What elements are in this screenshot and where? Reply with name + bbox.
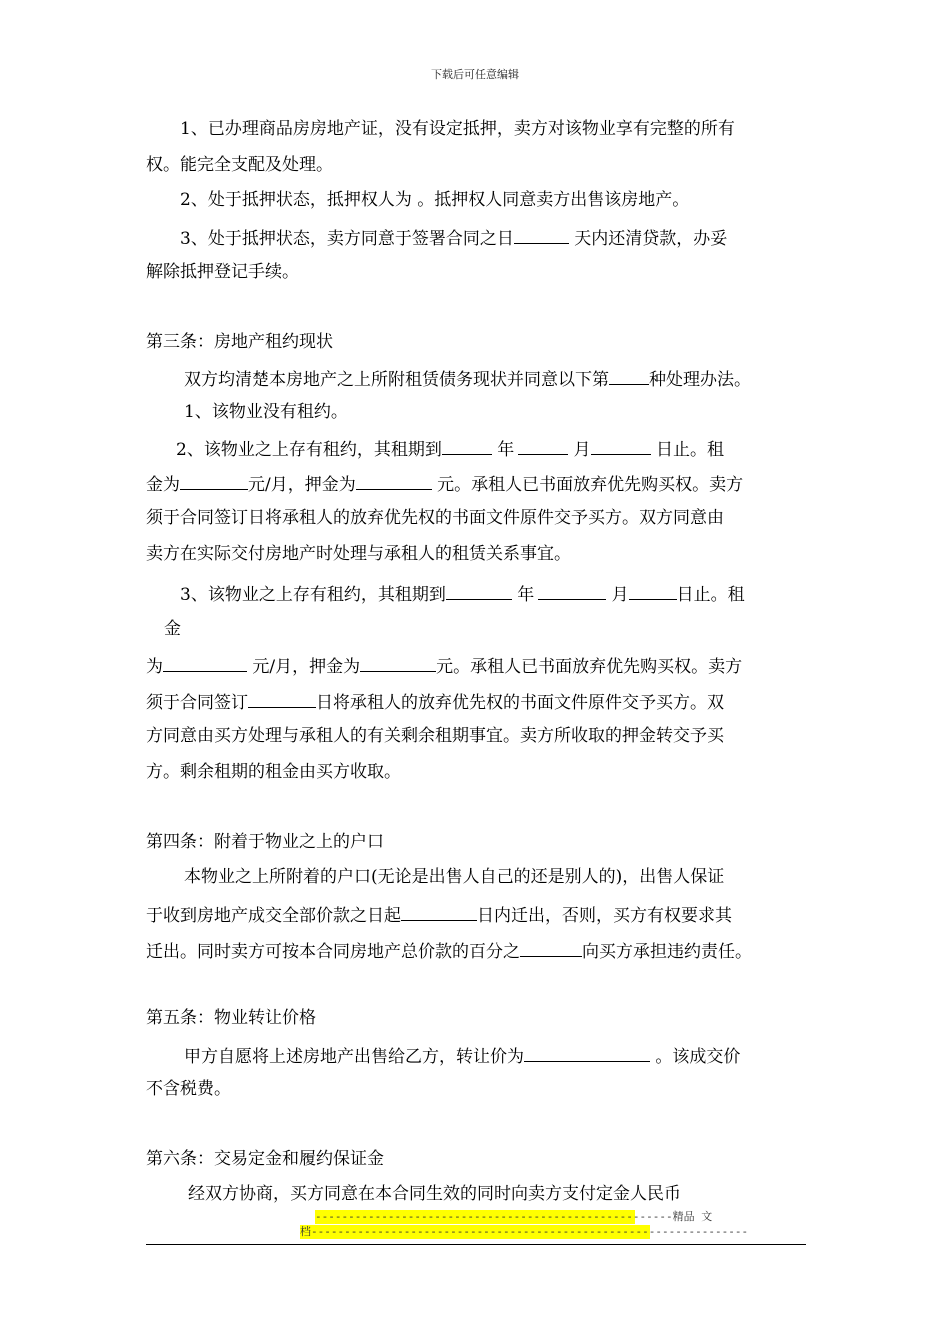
text-line: 1、该物业没有租约。 — [184, 402, 348, 422]
section-title: 第三条：房地产租约现状 — [146, 332, 333, 352]
text-line: 经双方协商，买方同意在本合同生效的同时向卖方支付定金人民币 — [188, 1184, 681, 1204]
text-segment: 须于合同签订 — [146, 693, 248, 713]
text-line — [146, 689, 724, 714]
section-title: 第五条：物业转让价格 — [146, 1008, 316, 1028]
blank-days — [514, 225, 569, 244]
text-line — [146, 653, 742, 678]
text-line — [184, 1043, 740, 1068]
text-line: 卖方在实际交付房地产时处理与承租人的租赁关系事宜。 — [146, 544, 571, 564]
text-segment: 天内还清贷款，办妥 — [568, 229, 728, 249]
blank-year — [446, 581, 512, 600]
blank-rent — [180, 471, 248, 490]
blank-percent — [520, 938, 582, 957]
text-line: 金 — [164, 619, 181, 639]
text-segment: 种处理办法。 — [649, 370, 751, 390]
blank-date — [248, 689, 316, 708]
text-segment: 月 — [606, 585, 629, 605]
text-segment: 元。承租人已书面放弃优先购买权。卖方 — [436, 657, 743, 677]
text-line: 权。能完全支配及处理。 — [146, 155, 333, 175]
text-segment: 3、该物业之上存有租约，其租期到 — [180, 585, 446, 605]
text-segment: 向买方承担违约责任。 — [582, 942, 752, 962]
text-segment: 3、处于抵押状态，卖方同意于签署合同之日 — [180, 229, 514, 249]
text-segment: 迁出。同时卖方可按本合同房地产总价款的百分之 — [146, 942, 520, 962]
text-line — [180, 225, 727, 250]
text-line — [146, 471, 743, 496]
blank-rent — [163, 653, 247, 672]
text-line: 2、处于抵押状态，抵押权人为 。抵押权人同意卖方出售该房地产。 — [180, 190, 690, 210]
text-segment: 于收到房地产成交全部价款之日起 — [146, 906, 401, 926]
text-segment: 元/月，押金为 — [248, 475, 356, 495]
blank-day — [591, 436, 651, 455]
text-line: 解除抵押登记手续。 — [146, 262, 299, 282]
footer-watermark: 档------------------------------------------------------------------ — [300, 1225, 749, 1238]
text-line: 本物业之上所附着的户口(无论是出售人自己的还是别人的)，出售人保证 — [184, 867, 725, 887]
text-segment: 甲方自愿将上述房地产出售给乙方，转让价为 — [184, 1047, 524, 1067]
text-segment: 元/月，押金为 — [247, 657, 361, 677]
blank-month — [538, 581, 606, 600]
blank-option — [609, 366, 649, 385]
text-segment: 日将承租人的放弃优先权的书面文件原件交予买方。双 — [316, 693, 724, 713]
text-line: 方。剩余租期的租金由买方收取。 — [146, 762, 401, 782]
text-line: 方同意由买方处理与承租人的有关剩余租期事宜。卖方所收取的押金转交予买 — [146, 726, 724, 746]
text-segment: 年 — [491, 440, 515, 460]
blank-day — [629, 581, 677, 600]
text-line: 1、已办理商品房房地产证，没有设定抵押，卖方对该物业享有完整的所有 — [180, 119, 735, 139]
text-line — [146, 938, 752, 963]
text-line — [184, 366, 751, 391]
text-segment: 年 — [511, 585, 535, 605]
blank-deposit — [360, 653, 436, 672]
footer-watermark: ------------------------------------------------------精品 文 — [315, 1210, 713, 1223]
text-segment: 月 — [568, 440, 591, 460]
text-segment: 2、该物业之上存有租约，其租期到 — [176, 440, 442, 460]
text-segment: 。该成交价 — [650, 1047, 741, 1067]
text-segment: 为 — [146, 657, 163, 677]
text-line — [176, 436, 724, 461]
text-segment: 日止。租 — [650, 440, 725, 460]
text-line: 须于合同签订日将承租人的放弃优先权的书面文件原件交予买方。双方同意由 — [146, 508, 724, 528]
text-segment: 双方均清楚本房地产之上所附租赁债务现状并同意以下第 — [184, 370, 609, 390]
blank-year — [442, 436, 492, 455]
text-segment: 日内迁出，否则，买方有权要求其 — [477, 906, 732, 926]
header-note: 下载后可任意编辑 — [431, 68, 519, 81]
blank-month — [518, 436, 568, 455]
blank-deposit — [356, 471, 432, 490]
section-title: 第四条：附着于物业之上的户口 — [146, 832, 384, 852]
footer-rule — [146, 1244, 806, 1245]
text-line — [180, 581, 745, 606]
section-title: 第六条：交易定金和履约保证金 — [146, 1149, 384, 1169]
text-line: 不含税费。 — [146, 1079, 231, 1099]
blank-days — [401, 902, 477, 921]
text-line — [146, 902, 732, 927]
text-segment: 元。承租人已书面放弃优先购买权。卖方 — [431, 475, 744, 495]
text-segment: 日止。租 — [676, 585, 745, 605]
blank-price — [524, 1043, 650, 1062]
text-segment: 金为 — [146, 475, 180, 495]
